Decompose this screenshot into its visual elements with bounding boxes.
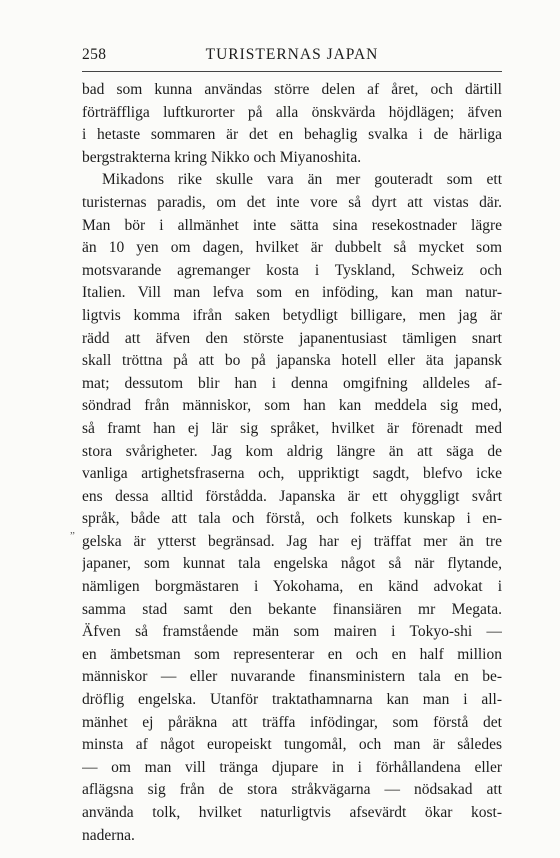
text-line: än 10 yen om dagen, hvilket är dubbelt så mycket som	[82, 239, 502, 257]
text-line: rädd att äfven den störste japanentusiast tämligen snart	[82, 329, 502, 347]
text-line: ens dessa alltid förstådda. Japanska är ett ohyggligt svårt	[82, 487, 502, 505]
text-line: vanliga artighetsfraserna och, uppriktigt sagdt, blefvo icke	[82, 465, 502, 483]
margin-mark: „	[70, 524, 75, 536]
text-line: språk, både att tala och förstå, och folkets kunskap i en-	[82, 510, 502, 528]
text-line: minsta af något europeiskt tungomål, och man är således	[82, 736, 502, 754]
text-line: samma stad samt den bekante finansiären mr Megata.	[82, 600, 502, 618]
text-line: Mikadons rike skulle vara än mer gouteradt som ett	[102, 171, 502, 189]
text-line: naderna.	[82, 826, 135, 844]
text-line: människor — eller nuvarande finansministern tala en be-	[82, 668, 502, 686]
page-header	[82, 46, 502, 68]
text-line: turisternas paradis, om det inte vore så dyrt att vistas där.	[82, 193, 502, 211]
text-line: förträffliga luftkurorter på alla önskvärda höjdlägen; äfven	[82, 103, 502, 121]
running-title: TURISTERNAS JAPAN	[205, 46, 379, 63]
text-line: japaner, som kunnat tala engelska något så när flytande,	[82, 555, 502, 573]
text-line: nämligen borgmästaren i Yokohama, en känd advokat i	[82, 578, 502, 596]
text-line: gelska är ytterst begränsad. Jag har ej träffat mer än tre	[82, 532, 502, 550]
text-line: i hetaste sommaren är det en behaglig svalka i de härliga	[82, 126, 502, 144]
text-line: ligtvis komma ifrån saken betydligt billigare, men jag är	[82, 306, 502, 324]
text-line: en ämbetsman som representerar en och en half million	[82, 645, 502, 663]
page-number: 258	[82, 46, 107, 63]
header-rule	[82, 71, 502, 72]
text-line: stora svårigheter. Jag kom aldrig längre än att säga de	[82, 442, 502, 460]
text-line: motsvarande agremanger kosta i Tyskland, Schweiz och	[82, 261, 502, 279]
text-line: aflägsna sig från de stora stråkvägarna — nödsakad att	[82, 781, 502, 799]
text-line: mänhet ej påräkna att träffa infödingar, som förstå det	[82, 713, 502, 731]
text-line: skall tröttna på att bo på japanska hotell eller äta japansk	[82, 352, 502, 370]
text-line: — om man vill tränga djupare in i förhållandena eller	[82, 758, 502, 776]
text-line: dröflig engelska. Utanför traktathamnarna kan man i all-	[82, 691, 502, 709]
text-line: använda tolk, hvilket naturligtvis afsevärdt ökar kost-	[82, 804, 502, 821]
text-line: Man bör i allmänhet inte sätta sina resekostnader lägre	[82, 216, 502, 234]
text-line: Italien. Vill man lefva som en inföding, kan man natur-	[82, 284, 502, 302]
text-line: mat; dessutom blir han i denna omgifning alldeles af-	[82, 374, 502, 392]
body-text	[82, 79, 502, 847]
text-line: bergstrakterna kring Nikko och Miyanoshita.	[82, 148, 362, 166]
text-line: Äfven så framstående män som mairen i Tokyo-shi —	[82, 623, 502, 641]
text-line: så framt han ej lär sig språket, hvilket är förenadt med	[82, 419, 502, 437]
text-line: söndrad från människor, som han kan meddela sig med,	[82, 397, 502, 415]
text-line: bad som kunna användas större delen af året, och därtill	[82, 81, 502, 98]
